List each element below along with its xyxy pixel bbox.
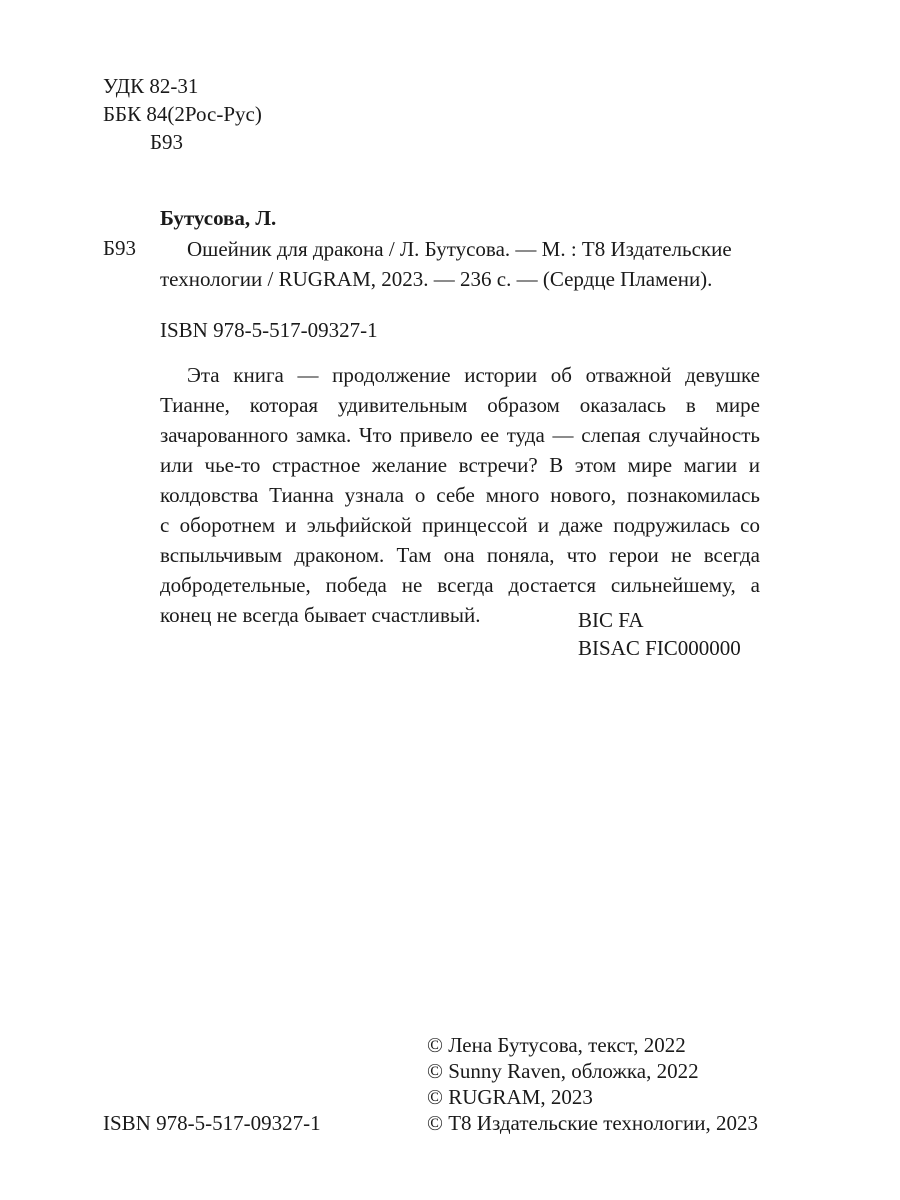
copyright-cover: © Sunny Raven, обложка, 2022 [427, 1059, 699, 1083]
bibliographic-description [160, 234, 760, 294]
udk-code: УДК 82-31 [103, 74, 199, 98]
bbk-code: ББК 84(2Рос-Рус) [103, 102, 262, 126]
bisac-code: BISAC FIC000000 [578, 636, 741, 660]
annotation-line: Эта книга — продолжение истории об отважной девушке [187, 363, 760, 387]
annotation-line: конец не всегда бывает счастливый. [160, 603, 481, 627]
copyright-text: © Лена Бутусова, текст, 2022 [427, 1033, 686, 1057]
annotation-line: вспыльчивым драконом. Там она поняла, что герои не всегда [160, 543, 760, 567]
annotation-line: зачарованного замка. Что привело ее туда — слепая случайность [160, 423, 760, 447]
bic-code: BIC FA [578, 608, 644, 632]
annotation-line: колдовства Тианна узнала о себе много нового, познакомилась [160, 483, 760, 507]
annotation-line: Тианне, которая удивительным образом оказалась в мире [160, 393, 760, 417]
bib-line-1: Ошейник для дракона / Л. Бутусова. — М. : Т8 Издательские [187, 237, 732, 261]
author-mark: Б93 [103, 236, 137, 260]
author-code: Б93 [150, 130, 184, 154]
copyright-publisher: © Т8 Издательские технологии, 2023 [427, 1111, 758, 1135]
isbn-record: ISBN 978-5-517-09327-1 [160, 318, 378, 342]
bib-line-2: технологии / RUGRAM, 2023. — 236 с. — (Сердце Пламени). [160, 267, 713, 291]
author-heading: Бутусова, Л. [160, 206, 277, 230]
annotation-line: или чье-то страстное желание встречи? В этом мире магии и [160, 453, 760, 477]
isbn-footer: ISBN 978-5-517-09327-1 [103, 1111, 321, 1135]
copyright-rugram: © RUGRAM, 2023 [427, 1085, 593, 1109]
annotation-line: добродетельные, победа не всегда достается сильнейшему, а [160, 573, 760, 597]
subject-codes [578, 606, 741, 662]
copyright-block [427, 1032, 758, 1136]
annotation-paragraph [160, 360, 760, 630]
annotation-line: с оборотнем и эльфийской принцессой и даже подружилась со [160, 513, 760, 537]
classification-block [103, 72, 403, 156]
